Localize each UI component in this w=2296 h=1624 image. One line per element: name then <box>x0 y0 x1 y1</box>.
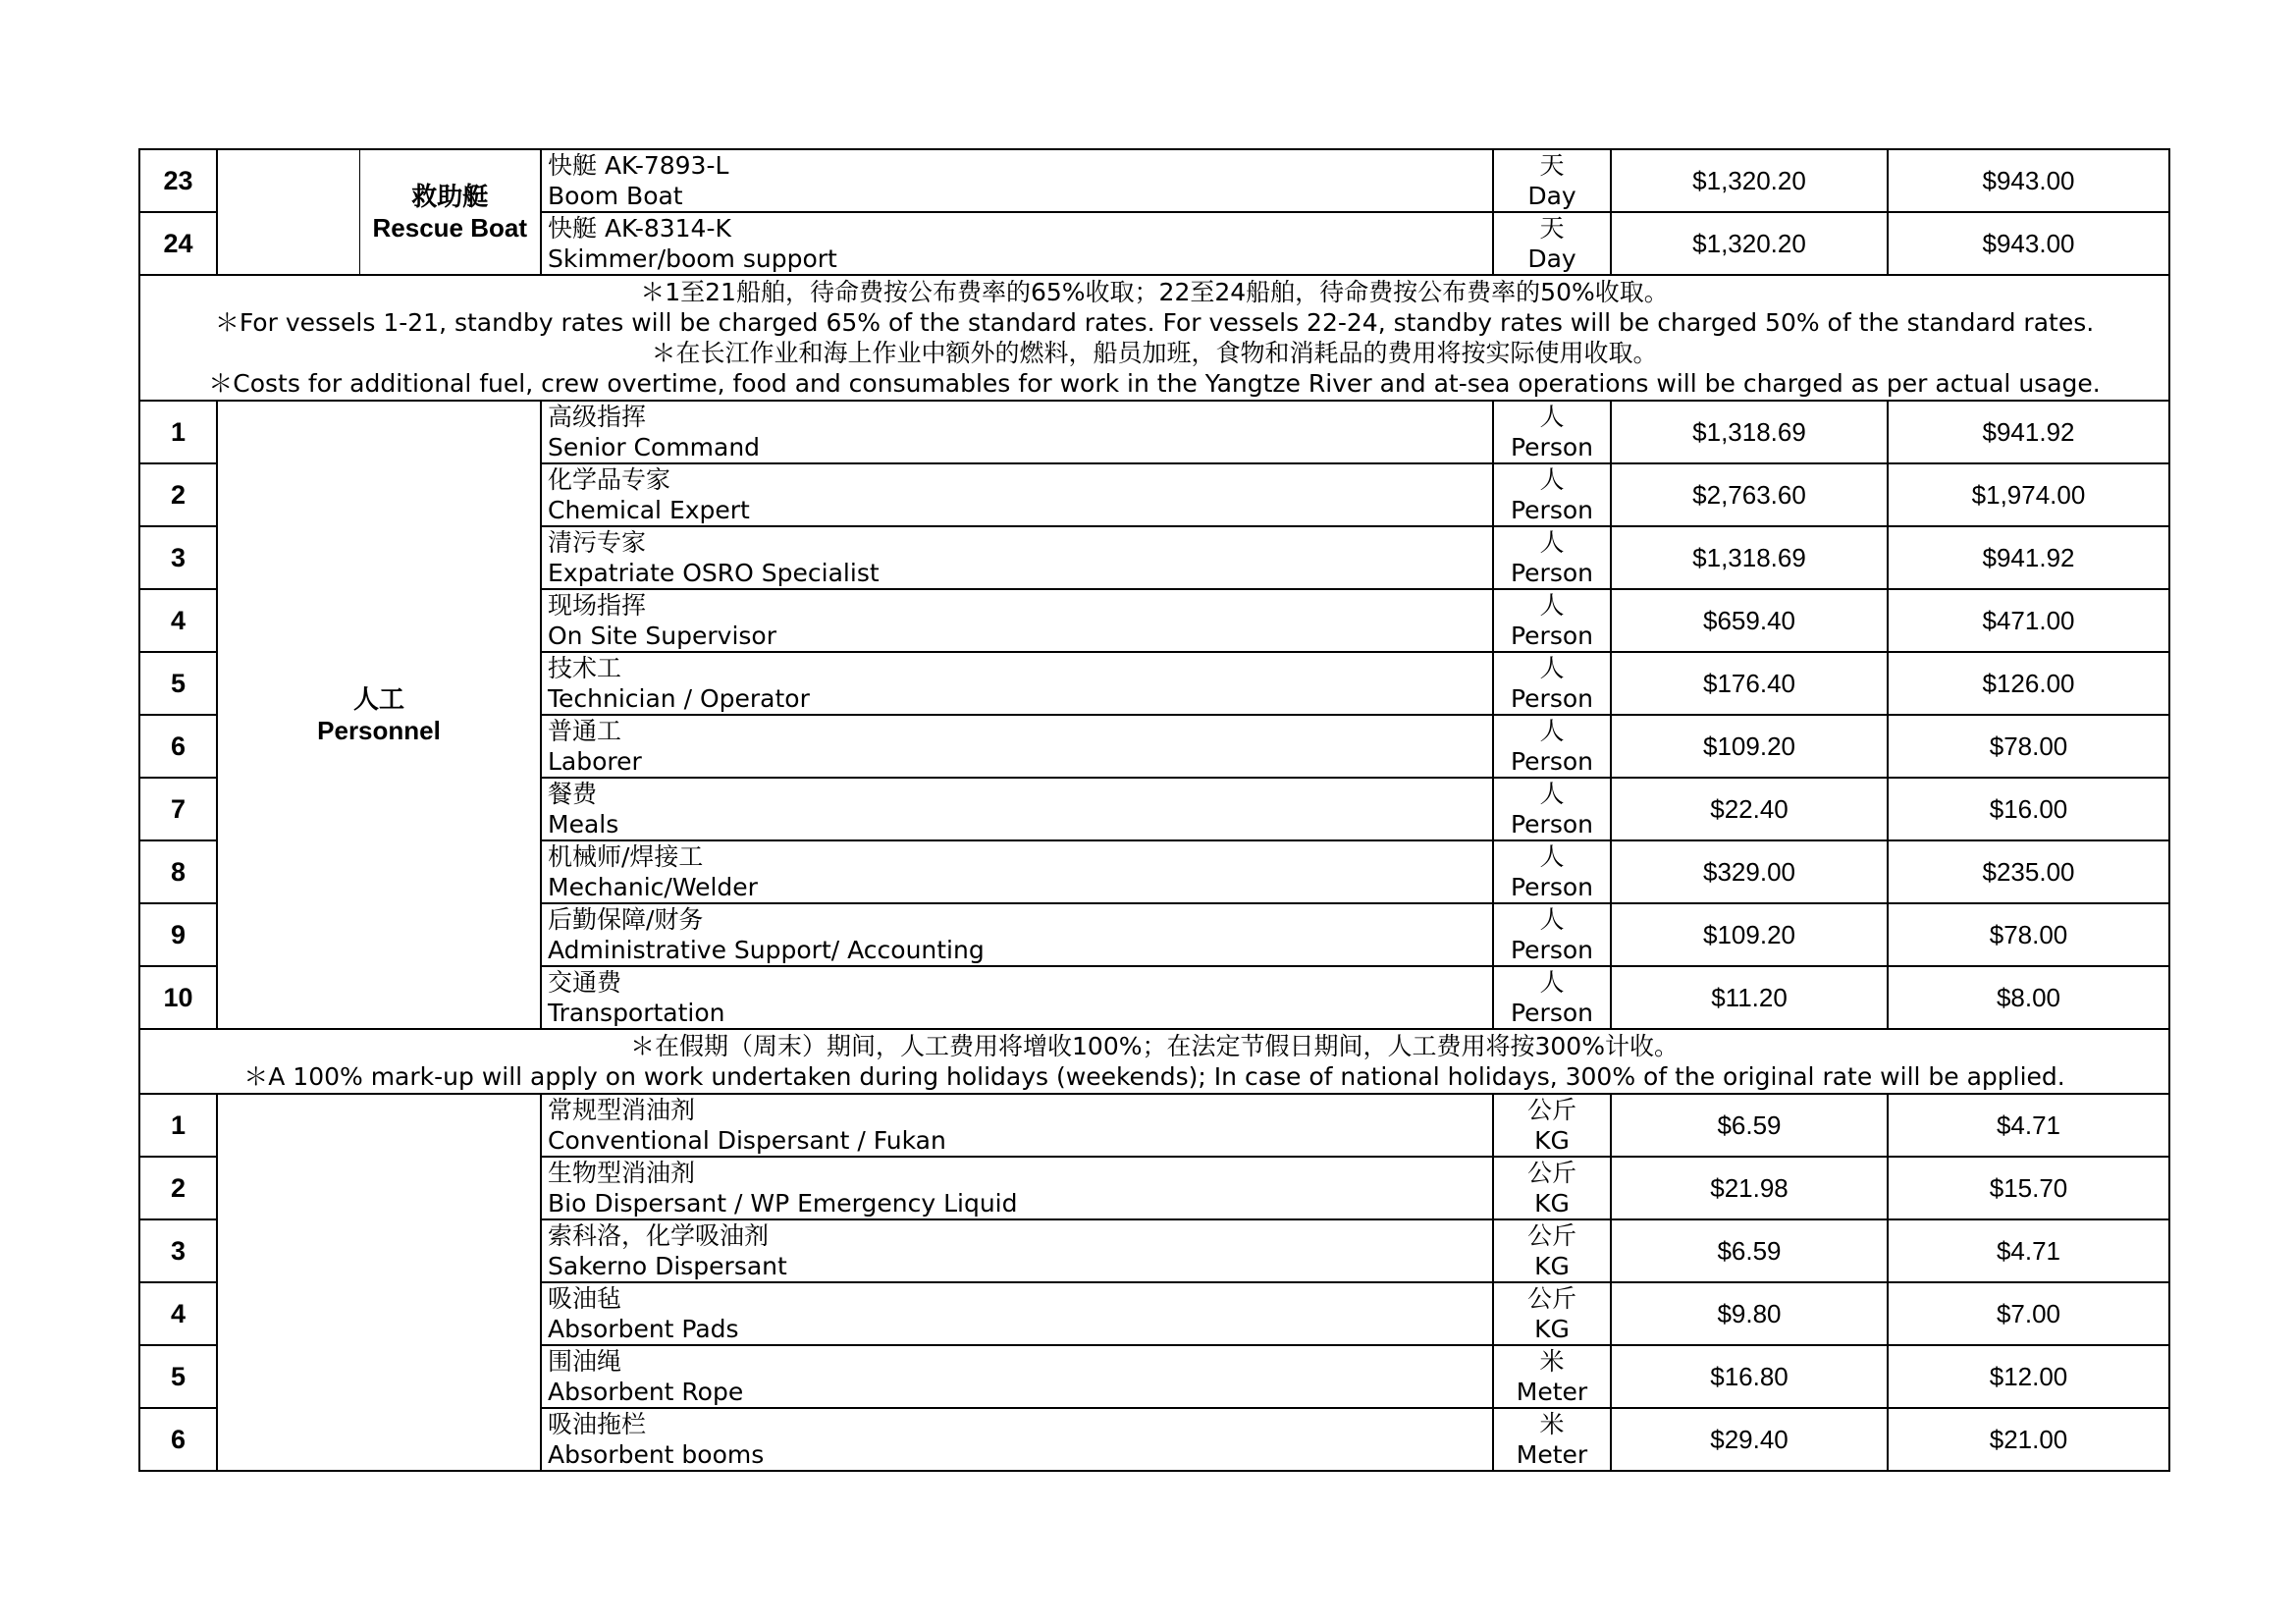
item-name-en: Laborer <box>548 747 642 776</box>
item-description <box>541 966 1493 1029</box>
vessel-note-standby-zh: ＊1至21船舶，待命费按公布费率的65%收取；22至24船舶，待命费按公布费率的50%收取。 <box>640 278 1669 306</box>
rate-cell: $6.59 <box>1611 1094 1888 1157</box>
unit-cell <box>1493 212 1611 275</box>
item-name-zh: 交通费 <box>548 968 622 997</box>
rate-cell: $16.80 <box>1611 1345 1888 1408</box>
unit-zh: 公斤 <box>1526 1096 1576 1124</box>
unit-en: Person <box>1510 433 1593 461</box>
item-name-zh: 化学品专家 <box>548 465 671 494</box>
unit-zh: 人 <box>1539 905 1565 934</box>
item-name-en: Meals <box>548 810 619 839</box>
table-row <box>139 401 2169 463</box>
item-name-zh: 普通工 <box>548 717 622 745</box>
row-number: 2 <box>139 1157 217 1219</box>
item-description <box>541 840 1493 903</box>
item-description <box>541 1157 1493 1219</box>
row-number: 2 <box>139 463 217 526</box>
item-description <box>541 149 1493 212</box>
item-name-en: Chemical Expert <box>548 496 750 524</box>
row-number: 9 <box>139 903 217 966</box>
unit-en: Person <box>1510 684 1593 713</box>
item-name-zh: 常规型消油剂 <box>548 1096 696 1124</box>
unit-cell <box>1493 1345 1611 1408</box>
item-name-en: Skimmer/boom support <box>548 244 837 273</box>
unit-cell <box>1493 589 1611 652</box>
item-description <box>541 778 1493 840</box>
standby-rate-cell: $15.70 <box>1888 1157 2169 1219</box>
rate-cell: $2,763.60 <box>1611 463 1888 526</box>
item-description <box>541 903 1493 966</box>
unit-zh: 人 <box>1539 780 1565 808</box>
unit-en: Person <box>1510 873 1593 901</box>
unit-en: Day <box>1527 182 1576 210</box>
rate-cell: $1,320.20 <box>1611 212 1888 275</box>
item-name-zh: 索科洛，化学吸油剂 <box>548 1221 770 1250</box>
item-name-en: Mechanic/Welder <box>548 873 758 901</box>
category-label-en: Rescue Boat <box>372 213 527 243</box>
rate-cell: $11.20 <box>1611 966 1888 1029</box>
item-description <box>541 652 1493 715</box>
item-description <box>541 1094 1493 1157</box>
category-cell-personnel <box>217 401 541 1029</box>
unit-cell <box>1493 715 1611 778</box>
rate-cell: $1,318.69 <box>1611 401 1888 463</box>
personnel-notes <box>139 1029 2169 1094</box>
item-description <box>541 1219 1493 1282</box>
unit-zh: 人 <box>1539 968 1565 997</box>
unit-zh: 人 <box>1539 465 1565 494</box>
item-name-en: Transportation <box>548 999 725 1027</box>
category-label-zh: 人工 <box>352 684 404 714</box>
item-name-en: Expatriate OSRO Specialist <box>548 559 880 587</box>
item-name-en: Boom Boat <box>548 182 683 210</box>
rate-cell: $9.80 <box>1611 1282 1888 1345</box>
unit-zh: 人 <box>1539 528 1565 557</box>
standby-rate-cell: $1,974.00 <box>1888 463 2169 526</box>
item-description <box>541 715 1493 778</box>
standby-rate-cell: $943.00 <box>1888 149 2169 212</box>
item-name-zh: 生物型消油剂 <box>548 1159 696 1187</box>
item-description <box>541 589 1493 652</box>
item-name-zh: 快艇 AK-8314-K <box>548 214 731 243</box>
item-description <box>541 526 1493 589</box>
unit-cell <box>1493 149 1611 212</box>
unit-cell <box>1493 401 1611 463</box>
unit-cell <box>1493 1408 1611 1471</box>
rate-table <box>138 148 2170 1472</box>
table-row <box>139 1094 2169 1157</box>
unit-zh: 天 <box>1539 214 1565 243</box>
item-name-zh: 现场指挥 <box>548 591 647 620</box>
row-number: 24 <box>139 212 217 275</box>
unit-en: KG <box>1534 1252 1570 1280</box>
item-name-en: Absorbent Pads <box>548 1315 739 1343</box>
unit-en: Person <box>1510 559 1593 587</box>
notes-row <box>139 275 2169 401</box>
standby-rate-cell: $4.71 <box>1888 1094 2169 1157</box>
item-name-zh: 高级指挥 <box>548 403 647 431</box>
rate-cell: $1,318.69 <box>1611 526 1888 589</box>
unit-cell <box>1493 1157 1611 1219</box>
unit-en: KG <box>1534 1126 1570 1155</box>
standby-rate-cell: $4.71 <box>1888 1219 2169 1282</box>
item-name-en: Technician / Operator <box>548 684 810 713</box>
unit-cell <box>1493 463 1611 526</box>
standby-rate-cell: $16.00 <box>1888 778 2169 840</box>
item-name-zh: 后勤保障/财务 <box>548 905 704 934</box>
row-number: 1 <box>139 1094 217 1157</box>
rate-cell: $21.98 <box>1611 1157 1888 1219</box>
row-number: 8 <box>139 840 217 903</box>
item-name-en: Absorbent booms <box>548 1440 765 1469</box>
standby-rate-cell: $7.00 <box>1888 1282 2169 1345</box>
unit-en: Person <box>1510 622 1593 650</box>
item-name-en: On Site Supervisor <box>548 622 776 650</box>
standby-rate-cell: $235.00 <box>1888 840 2169 903</box>
personnel-note-en: ＊A 100% mark-up will apply on work undertaken during holidays (weekends); In case of national holidays, 300% of the original rate will be applied. <box>243 1062 2065 1091</box>
rate-cell: $109.20 <box>1611 715 1888 778</box>
item-description <box>541 401 1493 463</box>
unit-zh: 人 <box>1539 842 1565 871</box>
item-name-en: Conventional Dispersant / Fukan <box>548 1126 946 1155</box>
row-number: 6 <box>139 1408 217 1471</box>
unit-cell <box>1493 1094 1611 1157</box>
unit-zh: 人 <box>1539 717 1565 745</box>
unit-cell <box>1493 778 1611 840</box>
unit-cell <box>1493 840 1611 903</box>
unit-cell <box>1493 966 1611 1029</box>
item-name-zh: 围油绳 <box>548 1347 622 1376</box>
unit-zh: 公斤 <box>1526 1221 1576 1250</box>
unit-cell <box>1493 652 1611 715</box>
standby-rate-cell: $941.92 <box>1888 526 2169 589</box>
standby-rate-cell: $78.00 <box>1888 715 2169 778</box>
item-description <box>541 212 1493 275</box>
unit-cell <box>1493 526 1611 589</box>
item-name-zh: 清污专家 <box>548 528 647 557</box>
unit-en: Person <box>1510 747 1593 776</box>
row-number: 6 <box>139 715 217 778</box>
rate-cell: $176.40 <box>1611 652 1888 715</box>
vessel-note-costs-zh: ＊在长江作业和海上作业中额外的燃料，船员加班，食物和消耗品的费用将按实际使用收取。 <box>651 339 1658 367</box>
unit-zh: 公斤 <box>1526 1284 1576 1313</box>
category-label-zh: 救助艇 <box>411 182 489 211</box>
standby-rate-cell: $471.00 <box>1888 589 2169 652</box>
item-name-zh: 餐费 <box>548 780 598 808</box>
unit-en: Person <box>1510 999 1593 1027</box>
standby-rate-cell: $943.00 <box>1888 212 2169 275</box>
standby-rate-cell: $78.00 <box>1888 903 2169 966</box>
row-number: 4 <box>139 1282 217 1345</box>
rate-cell: $329.00 <box>1611 840 1888 903</box>
unit-cell <box>1493 1282 1611 1345</box>
item-name-en: Absorbent Rope <box>548 1378 744 1406</box>
row-number: 7 <box>139 778 217 840</box>
item-name-zh: 快艇 AK-7893-L <box>548 151 729 180</box>
row-number: 5 <box>139 1345 217 1408</box>
category-label-en: Personnel <box>317 716 441 745</box>
row-number: 3 <box>139 1219 217 1282</box>
rate-cell: $659.40 <box>1611 589 1888 652</box>
category-cell-rescue-boat <box>359 149 541 275</box>
table-row <box>139 149 2169 212</box>
item-name-zh: 吸油拖栏 <box>548 1410 647 1438</box>
unit-en: KG <box>1534 1189 1570 1218</box>
item-name-zh: 吸油毡 <box>548 1284 622 1313</box>
rate-cell: $1,320.20 <box>1611 149 1888 212</box>
item-description <box>541 1345 1493 1408</box>
unit-en: Person <box>1510 936 1593 964</box>
standby-rate-cell: $941.92 <box>1888 401 2169 463</box>
notes-row <box>139 1029 2169 1094</box>
category-blank-cell <box>217 149 359 275</box>
vessel-notes <box>139 275 2169 401</box>
unit-en: Day <box>1527 244 1576 273</box>
unit-zh: 人 <box>1539 654 1565 682</box>
standby-rate-cell: $126.00 <box>1888 652 2169 715</box>
rate-cell: $22.40 <box>1611 778 1888 840</box>
item-name-zh: 机械师/焊接工 <box>548 842 704 871</box>
unit-en: Meter <box>1516 1378 1588 1406</box>
category-cell-materials <box>217 1094 541 1471</box>
unit-zh: 天 <box>1539 151 1565 180</box>
unit-cell <box>1493 1219 1611 1282</box>
item-description <box>541 1408 1493 1471</box>
standby-rate-cell: $12.00 <box>1888 1345 2169 1408</box>
rate-cell: $109.20 <box>1611 903 1888 966</box>
vessel-note-standby-en: ＊For vessels 1-21, standby rates will be charged 65% of the standard rates. For vessels 22-24, standby rates will be charged 50% of the standard rates. <box>214 308 2095 337</box>
rate-cell: $29.40 <box>1611 1408 1888 1471</box>
row-number: 4 <box>139 589 217 652</box>
item-description <box>541 463 1493 526</box>
item-name-en: Bio Dispersant / WP Emergency Liquid <box>548 1189 1018 1218</box>
row-number: 5 <box>139 652 217 715</box>
unit-en: Person <box>1510 810 1593 839</box>
unit-en: Meter <box>1516 1440 1588 1469</box>
unit-en: Person <box>1510 496 1593 524</box>
item-name-zh: 技术工 <box>548 654 622 682</box>
standby-rate-cell: $21.00 <box>1888 1408 2169 1471</box>
unit-en: KG <box>1534 1315 1570 1343</box>
unit-cell <box>1493 903 1611 966</box>
row-number: 23 <box>139 149 217 212</box>
rate-cell: $6.59 <box>1611 1219 1888 1282</box>
standby-rate-cell: $8.00 <box>1888 966 2169 1029</box>
unit-zh: 人 <box>1539 591 1565 620</box>
unit-zh: 米 <box>1539 1347 1565 1376</box>
item-name-en: Administrative Support/ Accounting <box>548 936 985 964</box>
item-name-en: Senior Command <box>548 433 761 461</box>
vessel-note-costs-en: ＊Costs for additional fuel, crew overtime, food and consumables for work in the Yangtze River and at-sea operations will be charged as per actual usage. <box>208 369 2101 398</box>
unit-zh: 米 <box>1539 1410 1565 1438</box>
unit-zh: 公斤 <box>1526 1159 1576 1187</box>
row-number: 1 <box>139 401 217 463</box>
personnel-note-zh: ＊在假期（周末）期间，人工费用将增收100%；在法定节假日期间，人工费用将按300%计收。 <box>630 1032 1679 1060</box>
row-number: 10 <box>139 966 217 1029</box>
unit-zh: 人 <box>1539 403 1565 431</box>
row-number: 3 <box>139 526 217 589</box>
item-description <box>541 1282 1493 1345</box>
item-name-en: Sakerno Dispersant <box>548 1252 787 1280</box>
